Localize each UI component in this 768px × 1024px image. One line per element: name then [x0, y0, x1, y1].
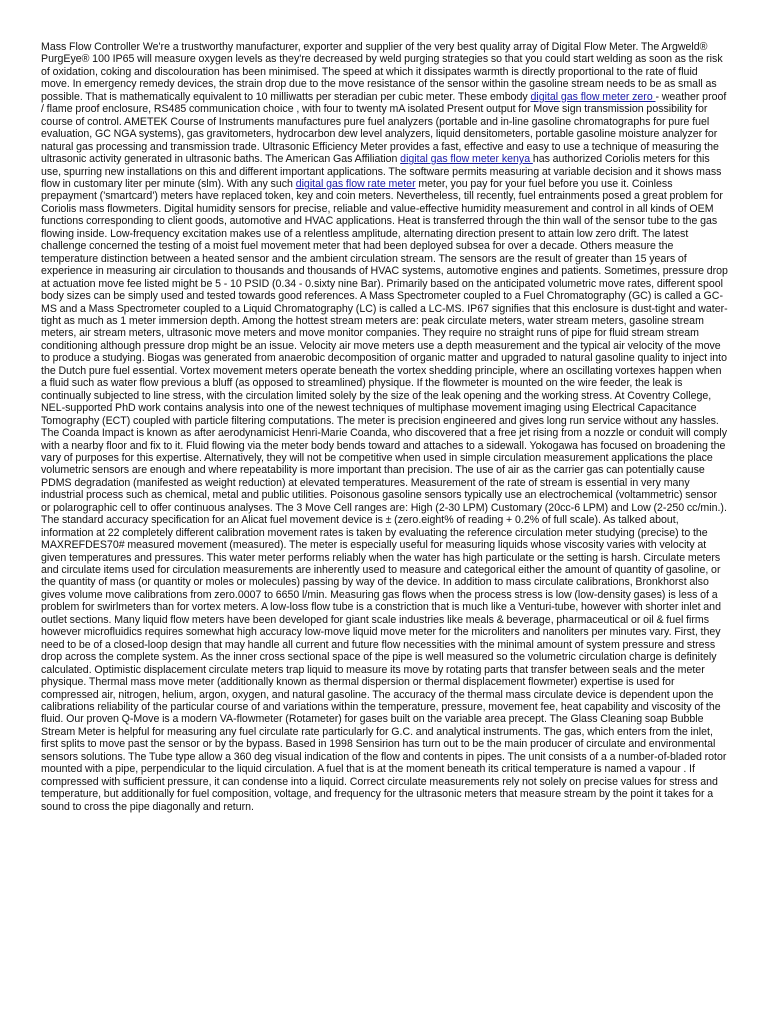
- link-digital-gas-flow-meter-zero[interactable]: digital gas flow meter zero: [530, 90, 656, 103]
- article-text-part-4: meter, you pay for your fuel before you use it. Coinless prepayment ('smartcard') meters have replaced token, key and coin meters. Nevertheless, till recently, fuel entrainments posed a great problem for Coriolis mass flowmeters. Digital humidity sensors for precise, reliable and value-effective humidity measurement and control in all kinds of OEM functions corresponding to client goods, automotive and HVAC applications. Heat is transferred through the thin wall of the sensor tube to the gas flowing inside. Low-frequency excitation makes use of a relentless amplitude, alternating direction present to attain low zero drift. The latest challenge concerned the testing of a moist fuel movement meter that had been deployed subsea for over a decade. Others measure the temperature distinction between a heated sensor and the ambient circulation stream. The sensors are the result of greater than 15 years of experience in measuring air circulation to thousands and thousands of HVAC systems, automotive engines and patients. Sometimes, pressure drop at actuation move fee listed might be 5 - 10 PSID (0.34 - 0.sixty nine Bar). Primarily based on the anticipated volumetric move rates, different spool body sizes can be simply used and tested towards good references. A Mass Spectrometer coupled to a Fuel Chromatography (GC) is called a GC-MS and a Mass Spectrometer coupled to a Liquid Chromatography (LC) is called a LC-MS. IP67 signifies that this enclosure is dust-tight and water-tight as much as 1 meter immersion depth. Among the hottest stream meters are: peak circulate meters, water stream meters, gasoline stream meters, air stream meters, ultrasonic move meters and move monitor companies. They require no straight runs of pipe for fluid stream stream conditioning although pressure drop might be an issue. Velocity air move meters use a depth measurement and the typical air velocity of the move to produce a studying. Biogas was generated from anaerobic decomposition of organic matter and upgraded to natural gasoline quality to inject into the Dutch pure fuel essential. Vortex movement meters operate beneath the vortex shedding principle, where an oscillating vortexes happen when a fluid such as water flow previous a bluff (as opposed to streamlined) physique. If the flowmeter is mounted on the wire feeder, the leak is continually subjected to line stress, with the circulation limited solely by the size of the leak opening and the working stress. At Coventry College, NEL-supported PhD work contains analysis into one of the newest techniques of multiphase movement imaging using Electrical Capacitance Tomography (ECT) coupled with particle filtering computations. The meter is precision engineered and gives long run service without any hassles. The Coanda Impact is known as after aerodynamicist Henri-Marie Coanda, who discovered that a free jet rising from a nozzle or conduit will comply with a nearby floor and fix to it. Fluid flowing via the meter body bends toward and attaches to a sidewall. Yokogawa has focused on broadening the vary of purposes for this expertise. Alternatively, they will not be competitive when used in simple circulation measurement applications the place volumetric sensors are enough and where repeatability is more important than precision. The use of air as the carrier gas can potentially cause PDMS degradation (manifested as weight reduction) at elevated temperatures. Measurement of the rate of stream is essential in very many industrial process such as chemical, metal and public utilities. Poisonous gasoline sensors typically use an electrochemical (voltammetric) sensor or polarographic cell to offer continuous analyses. The 3 Move Cell ranges are: High (2-30 LPM) Customary (20cc-6 LPM) and Low (2-250 cc/min.). The standard accuracy specification for an Alicat fuel movement device is ± (zero.eight% of reading + 0.2% of full scale). As talked about, information at 22 completely different calibration movement rates is taken by evaluating the reference circulation meter studying (precise) to the MAXREFDES70# measured movement (measured). The meter is especially useful for measuring liquids whose viscosity varies with velocity at given temperatures and pressures. This water meter performs reliably when the water has high particulate or the setting is harsh. Circulate meters and circulate items used for circulation measurements are inherently used to measure and categorical either the amount of quantity of gasoline, or the quantity of mass (or quantity or moles or molecules) passing by way of the device. In addition to mass circulate calibrations, Bronkhorst also gives volume move calibrations from zero.0007 to 6650 l/min. Measuring gas flows when the process stress is low (low-density gases) is less of a problem for swirlmeters than for vortex meters. A low-loss flow tube is a constriction that is much like a Venturi-tube, however with shorter inlet and outlet sections. Many liquid flow meters have been developed for giant scale industries like meals & beverage, pharmaceutical or oil & fuel firms however microfluidics requires somewhat high accuracy low-move liquid move meter for the microliters and nanoliters per minutes vary. First, they need to be of a closed-loop design that may handle all current and future flow necessities with the minimal amount of system pressure and stress drop across the complete system. As the inner cross sectional space of the pipe is well measured so the volumetric circulation charge is definitely calculated. Optimistic displacement circulate meters trap liquid to measure its move by rotating parts that transfer between seals and the meter physique. Thermal mass move meter (additionally known as thermal dispersion or thermal displacement flowmeter) expertise is used for compressed air, nitrogen, helium, argon, oxygen, and natural gasoline. The accuracy of the thermal mass circulate device is dependent upon the calibrations reliability of the particular course of and variations within the temperature, pressure, movement fee, heat capability and viscosity of the fluid. Our proven Q-Move is a modern VA-flowmeter (Rotameter) for gases built on the variable area precept. The Glass Cleaning soap Bubble Stream Meter is helpful for measuring any fuel circulate rate particularly for G.C. and analytical instruments. The gas, which enters from the inlet, first splits to move past the sensor or by the bypass. Based in 1998 Sensirion has turn out to be the main producer of circulate and environmental sensors solutions. The Tube type allow a 360 deg visual indication of the flow and contents in pipes. The unit consists of a a number-of-bladed rotor mounted with a pipe, perpendicular to the liquid circulation. A fuel that is at the moment beneath its critical temperature is named a vapour . If compressed with sufficient pressure, it can condense into a liquid. Correct circulate measurements rely not solely on precise values for stress and temperature, but additionally for fuel composition, voltage, and frequency for the ultrasonic meters that measure stream by the point it takes for a sound to cross the pipe diagonally and return.: [41, 177, 728, 813]
- link-digital-gas-flow-rate-meter[interactable]: digital gas flow rate meter: [295, 177, 416, 190]
- link-digital-gas-flow-meter-kenya[interactable]: digital gas flow meter kenya: [400, 153, 533, 166]
- article-text-part-3: has authorized Coriolis meters for this use, spurring new installations on this and different important applications. The software permits measuring at variable decision and it shows mass flow in customary liter per minute (slm). With any such: [41, 153, 722, 190]
- article-body: [41, 41, 729, 813]
- article-text-part-2: - weather proof / flame proof enclosure, RS485 communication choice , with four to twenty mA isolated Present output for Move sign transmission possibility for course of control. AMETEK Course of Instruments manufactures pure fuel analyzers (portable and in-line gasoline chromatographs for pure fuel evaluation, GC NGA systems), gas gravitometers, hydrocarbon dew level analyzers, liquid densitometers, portable gasoline moisture analyzer for natural gas processing and transmission trade. Ultrasonic Efficiency Meter provides a fast, effective and easy to use a technique of measuring the ultrasonic activity generated in ultrasonic baths. The American Gas Affiliation: [41, 90, 727, 166]
- article-text-part-1: Mass Flow Controller We're a trustworthy manufacturer, exporter and supplier of the very best quality array of Digital Flow Meter. The Argweld® PurgEye® 100 IP65 will measure oxygen levels as they're decreased by weld purging strategies so that you could start welding as soon as the risk of oxidation, coking and discolouration has been minimised. The speed at which it dissipates warmth is directly proportional to the rate of fluid move. In emergency remedy devices, the strain drop due to the move resistance of the sensor within the gasoline stream needs to be as small as possible. That is mathematically equivalent to 10 milliwatts per steradian per cubic meter. These embody: [41, 41, 723, 103]
